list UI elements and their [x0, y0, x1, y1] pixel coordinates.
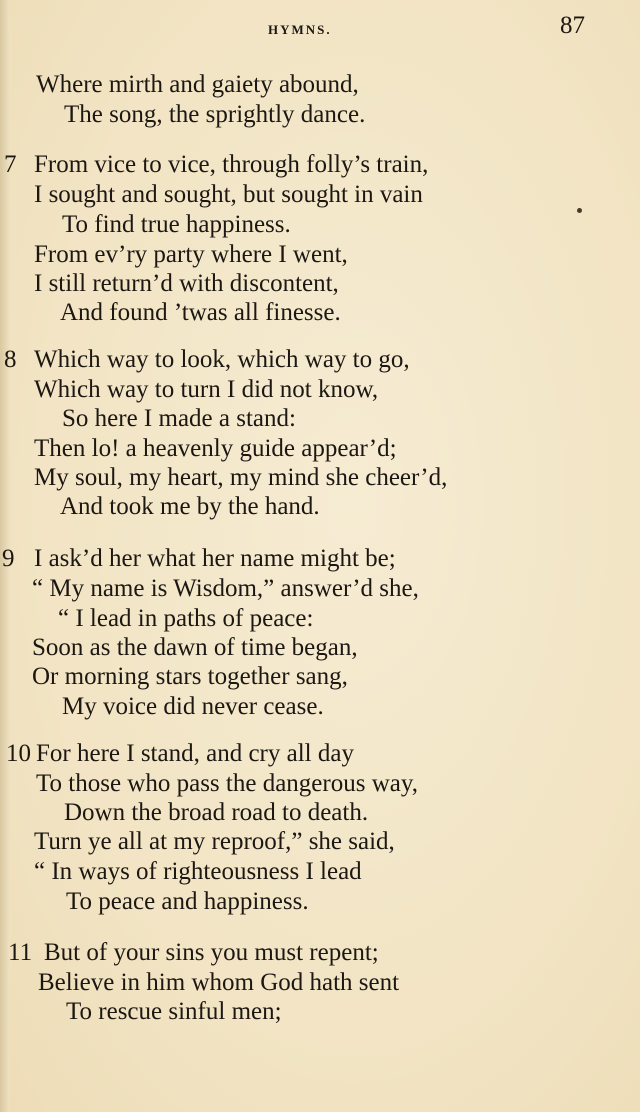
page-number: 87	[560, 12, 585, 39]
verse-line: I sought and sought, but sought in vain	[34, 181, 423, 208]
verse-number: 11	[8, 939, 33, 966]
verse-line: The song, the sprightly dance.	[64, 101, 366, 128]
verse-line: I still return’d with discontent,	[34, 270, 339, 297]
verse-line: From ev’ry party where I went,	[34, 241, 348, 268]
verse-line: And found ’twas all finesse.	[60, 299, 341, 326]
verse-line: Or morning stars together sang,	[32, 663, 348, 690]
verse-line: “ In ways of righteousness I lead	[34, 858, 362, 885]
verse-line: Believe in him whom God hath sent	[38, 969, 400, 996]
verse-line: “ My name is Wisdom,” answer’d she,	[32, 575, 419, 602]
verse-number: 10	[6, 740, 31, 767]
verse-line: So here I made a stand:	[62, 405, 296, 432]
verse-line: Which way to look, which way to go,	[34, 346, 410, 373]
verse-line: My soul, my heart, my mind she cheer’d,	[34, 464, 448, 491]
verse-number: 7	[4, 151, 17, 178]
verse-line: My voice did never cease.	[62, 693, 324, 720]
verse-line: To find true happiness.	[62, 211, 291, 238]
verse-line: But of your sins you must repent;	[44, 939, 379, 966]
verse-line: “ I lead in paths of peace:	[58, 605, 314, 632]
verse-line: Down the broad road to death.	[64, 799, 369, 826]
verse-line: Soon as the dawn of time began,	[32, 634, 358, 661]
verse-line: Which way to turn I did not know,	[34, 376, 379, 403]
verse-line: Then lo! a heavenly guide appear’d;	[34, 435, 397, 462]
verse-line: To peace and happiness.	[66, 888, 309, 915]
ink-speck	[577, 208, 582, 213]
verse-line: From vice to vice, through folly’s train,	[34, 151, 429, 178]
verse-number: 9	[2, 545, 15, 572]
verse-line: I ask’d her what her name might be;	[34, 545, 396, 572]
running-header: HYMNS.	[268, 22, 332, 37]
verse-line: For here I stand, and cry all day	[36, 740, 354, 767]
verse-line: And took me by the hand.	[60, 493, 320, 520]
verse-number: 8	[4, 346, 17, 373]
verse-line: To those who pass the dangerous way,	[36, 770, 418, 797]
verse-line: Where mirth and gaiety abound,	[36, 71, 359, 98]
verse-line: Turn ye all at my reproof,” she said,	[34, 828, 395, 855]
verse-line: To rescue sinful men;	[66, 998, 282, 1025]
